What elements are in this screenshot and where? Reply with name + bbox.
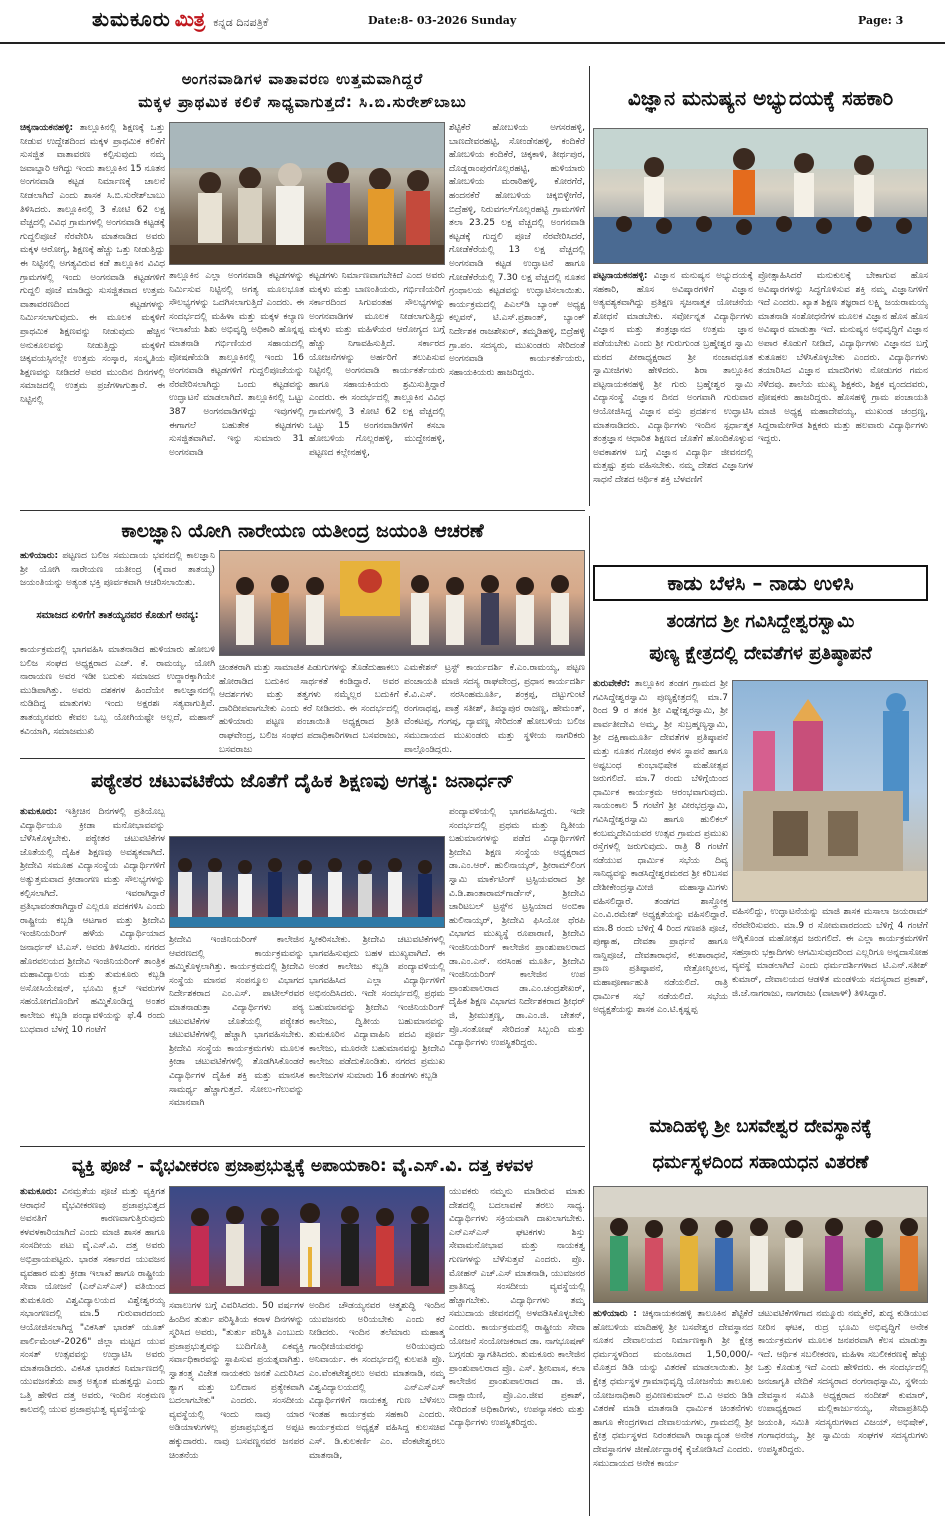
article7-headline: ವ್ಯಕ್ತಿ ಪೂಜೆ - ವೈಭವೀಕರಣ ಪ್ರಜಾಪ್ರಭುತ್ವಕ್ಕೆ ಅಪಾಯಕಾರಿ: ವೈ.ಎಸ್.ವಿ. ದತ್ತ ಕಳವಳ xyxy=(71,1156,534,1176)
article4-col1 xyxy=(593,678,728,1098)
article1-col2: ತಾಲ್ಲೂಕಿನ ಎಲ್ಲಾ ಅಂಗನವಾಡಿ ಕಟ್ಟಡಗಳನ್ನು ನಿರ್ಮಿಸುವ ನಿಟ್ಟಿನಲ್ಲಿ ಅಗತ್ಯ ಮೂಲಭೂತ ಸೌಲಭ್ಯಗಳನ್ನು ಒದಗಿಸಲಾಗುತ್ತಿದೆ ಎಂದರು. ಈ ಸಂದರ್ಭದಲ್ಲಿ ಮಹಿಳಾ ಮತ್ತು ಮಕ್ಕಳ ಕಲ್ಯಾಣ ಇಲಾಖೆಯ ಶಿಶು ಅಭಿವೃದ್ಧಿ ಅಧಿಕಾರಿ ಹೊನ್ನಪ್ಪ ಮಾತನಾಡಿ ಗರ್ಭಿಣಿಯರ ಸಹಾಯದಲ್ಲಿ ಪೋಷಣೆಯಡಿ ತಾಲ್ಲೂಕಿನಲ್ಲಿ ಇಂದು 16 ಅಂಗನವಾಡಿ ಕಟ್ಟಡಗಳಿಗೆ ಗುದ್ದಲಿಪೂಜೆಯನ್ನು ನೆರವೇರಿಸಲಾಗಿದ್ದು ಒಂದು ಕಟ್ಟಡವನ್ನು ಉದ್ಘಾಟನೆ ಮಾಡಲಾಗಿದೆ. ತಾಲ್ಲೂಕಿನಲ್ಲಿ ಒಟ್ಟು 387 ಅಂಗನವಾಡಿಗಳಿದ್ದು ಇವುಗಳಲ್ಲಿ ಈಗಾಗಲೆ ಬಹುತೇಕ ಕಟ್ಟಡಗಳು ಸುಸಜ್ಜಿತವಾಗಿವೆ. ಇನ್ನು ಸುಮಾರು 31 ಅಂಗನವಾಡಿ xyxy=(169,271,304,458)
article3-col3: ಎಮಕೇಶನ್ ಟ್ರಸ್ಟ್ ಕಾರ್ಯದರ್ಶಿ ಕೆ.ಎಂ.ರಾಮಯ್ಯ, ಪಟ್ಟಣ ಪಂಚಾಯತಿ ಮಾಜಿ ಸದಸ್ಯ ರಾಘವೇಂದ್ರ, ಪ್ರಧಾನ ಕಾರ್ಯದರ್ಶಿ ಕೆ.ವಿ.ಎಸ್. ನರಸಿಂಹಮೂರ್ತಿ, ಶಂಕ್ರಪ್ಪ, ದಟ್ಟುಗುಂಟೆ ರಂಗನಾಥಪ್ಪ, ಪಾತ್ರೆ ಸತೀಶ್, ತಿಮ್ಮಾಪುರ ರಾಜಣ್ಣ, ಹೇಮಂತ್, ವೆಂಕಟಪ್ಪ, ಗಂಗಪ್ಪ, ದ್ಯಾವಣ್ಣ ಸೇರಿದಂತೆ ಹೋಬಳಿಯ ಬಲಿಜ ಸಮುದಾಯದ ಮುಖಂಡರು ಮತ್ತು ಸ್ಥಳೀಯ ನಾಗರಿಕರು ಪಾಲ್ಗೊಂಡಿದ್ದರು. xyxy=(404,663,585,754)
page-number: Page: 3 xyxy=(858,14,904,27)
article7-col4: ಯುವಕರು ನಮ್ಮನು ಮಾಡಿರುವ ಮಾತು ದೇಶದಲ್ಲಿ ಬದಲಾವಣೆ ತರಲು ಸಾಧ್ಯ. ವಿದ್ಯಾರ್ಥಿಗಳು ಸಕ್ರಿಯವಾಗಿ ದಾಖಲಾಗಬೇಕು. ಎನ್‌ಎಸ್‌ಎಸ್ ಘಟಕಗಳು ಶಿಸ್ತು ಸೇವಾಮನೋಭಾವ ಮತ್ತು ನಾಯಕತ್ವ ಗುಣಗಳನ್ನು ಬೆಳೆಸುತ್ತವೆ ಎಂದರು. ಪ್ರೊ. ಮೋಹನ್ ಎಚ್.ಎಸ್ ಮಾತನಾಡಿ, ಯುವಜನರ ಪ್ರಾತಿನಿಧ್ಯ ಸಂಸದೀಯ ವ್ಯವಸ್ಥೆಯಲ್ಲಿ ಹೆಚ್ಚಾಗಬೇಕು. ವಿದ್ಯಾರ್ಥಿಗಳು ತಮ್ಮ ಸಮುದಾಯ ಜೀವನದಲ್ಲಿ ಅಳವಡಿಸಿಕೊಳ್ಳಬೇಕು ಎಂದರು. ಕಾರ್ಯಕ್ರಮದಲ್ಲಿ ರಾಷ್ಟ್ರೀಯ ಸೇವಾ ಯೋಜನೆ ಸಂಯೋಜಕರಾದ ಡಾ. ನಾಗಭೂಷಣ್ ಬಗ್ಗನಡು ಸ್ವಾಗತಿಸಿದರು. ತುಮಕೂರು ಕಾಲೇಜಿನ ಪ್ರಾಂಶುಪಾಲರಾದ ಪ್ರೊ. ಎಸ್. ಶ್ರೀನಿವಾಸ, ಕಲಾ ಕಾಲೇಜಿನ ಪ್ರಾಂಶುಪಾಲರಾದ ಡಾ. ಜಿ. ದಾಕ್ಷಾಯಿಣಿ, ಪ್ರೊ.ಎಂ.ಜೀವ ಪ್ರಕಾಶ್, ಸೇರಿದಂತೆ ಅಧಿಕಾರಿಗಳು, ಉಪನ್ಯಾಸಕರು ಮತ್ತು ವಿದ್ಯಾರ್ಥಿಗಳು ಉಪಸ್ಥಿತರಿದ್ದರು. xyxy=(449,1187,585,1429)
article1-col3: ಕಟ್ಟಡಗಳು ನಿರ್ಮಾಣವಾಗಬೇಕಿದೆ ಎಂದ ಅವರು ಮಕ್ಕಳು ಮತ್ತು ಬಾಣಂತಿಯರು, ಗರ್ಭಿಣಿಯರಿಗೆ ಸರ್ಕಾರದಿಂದ ಸಿಗುವಂತಹ ಸೌಲಭ್ಯಗಳನ್ನು ಅಂಗನವಾಡಿಗಳ ಮೂಲಕ ನೀಡಲಾಗುತ್ತಿದ್ದು ಮಕ್ಕಳು ಮತ್ತು ಮಹಿಳೆಯರ ಆರೋಗ್ಯದ ಬಗ್ಗೆ ಹೆಚ್ಚು ನಿಗಾವಹಿಸುತ್ತಿದೆ. ಸರ್ಕಾರದ ಯೋಜನೆಗಳನ್ನು ಅರ್ಹರಿಗೆ ತಲುಪಿಸುವ ನಿಟ್ಟಿನಲ್ಲಿ ಅಂಗನವಾಡಿ ಕಾರ್ಯಕರ್ತೆಯರು ಹಾಗೂ ಸಹಾಯಕಿಯರು ಶ್ರಮಿಸುತ್ತಿದ್ದಾರೆ ಎಂದರು. ಈ ಸಂದರ್ಭದಲ್ಲಿ ತಾಲ್ಲೂಕಿನ ವಿವಿಧ ಗ್ರಾಮಗಳಲ್ಲಿ 3 ಕೋಟಿ 62 ಲಕ್ಷ ವೆಚ್ಚದಲ್ಲಿ ಒಟ್ಟು 15 ಅಂಗನವಾಡಿಗಳಿಗೆ ಕಸಬಾ ಹೋಬಳಿಯ ಗೊಲ್ಲರಹಳ್ಳಿ, ಮುದ್ದೇನಹಳ್ಳಿ, ಪಟ್ಟಣದ ಕಲ್ಲೇನಹಳ್ಳಿ, xyxy=(309,271,445,458)
article5-col2: ಶ್ರೀದೇವಿ ಇಂಜಿನಿಯರಿಂಗ್ ಕಾಲೇಜಿನ ಆವರಣದಲ್ಲಿ ಕಾರ್ಯಕ್ರಮವನ್ನು ಹಮ್ಮಿಕೊಳ್ಳಲಾಗಿತ್ತು. ಕಾರ್ಯಕ್ರಮದಲ್ಲಿ ಶ್ರೀದೇವಿ ಸಂಸ್ಥೆಯ ಮಾನವ ಸಂಪನ್ಮೂಲ ವಿಭಾಗದ ನಿರ್ದೇಶಕರಾದ ಎಂ.ಎಸ್. ಪಾಟೀಲ್‌ರವರ ಮಾತನಾಡುತ್ತಾ ವಿದ್ಯಾರ್ಥಿಗಳು ಪಠ್ಯ ಚಟುವಟಿಕೆಗಳ ಜೊತೆಯಲ್ಲಿ ಪಠ್ಯೇತರ ಚಟುವಟಿಕೆಗಳಲ್ಲಿ ಹೆಚ್ಚಾಗಿ ಭಾಗವಹಿಸಬೇಕು. ಶ್ರೀದೇವಿ ಸಂಸ್ಥೆಯ ಕಾರ್ಯಕ್ರಮಗಳು ಮೂಲಕ ಕ್ರೀಡಾ ಚಟುವಟಿಕೆಗಳಲ್ಲಿ ತೊಡಗಿಸಿಕೊಂಡರೆ ವಿದ್ಯಾರ್ಥಿಗಳ ದೈಹಿಕ ಶಕ್ತಿ ಮತ್ತು ಮಾನಸಿಕ ಸಾಮರ್ಥ್ಯ ಹೆಚ್ಚಾಗುತ್ತದೆ. ಸೋಲು-ಗೆಲುವನ್ನು ಸಮಾನವಾಗಿ xyxy=(169,935,304,1109)
article6-col1 xyxy=(593,1308,753,1516)
temple-image xyxy=(733,681,928,902)
article3-headline: ಕಾಲಜ್ಞಾನಿ ಯೋಗಿ ನಾರೇಯಣ ಯತೀಂದ್ರ ಜಯಂತಿ ಆಚರಣೆ xyxy=(121,520,484,542)
article4-headline-line1: ತಂಡಗದ ಶ್ರೀ ಗವಿಸಿದ್ದೇಶ್ವರಸ್ವಾಮಿ xyxy=(666,611,855,632)
article3-col1-text: ಪಟ್ಟಣದ ಬಲಿಜ ಸಮುದಾಯ ಭವನದಲ್ಲಿ ಕಾಲಜ್ಞಾನಿ ಶ್ರೀ ಯೋಗಿ ನಾರೇಯಣ ಯತೀಂದ್ರ (ಕೈವಾರ ತಾತಯ್ಯ) ಜಯಂತಿಯನ್ನು ಅತ್ಯಂತ ಭಕ್ತಿ ಪೂರ್ವಕವಾಗಿ ಆಚರಿಸಲಾಯಿತು. xyxy=(20,551,215,589)
article7-col3: ಅಂದಿನ ಚೌಡಯ್ಯನವರ ಆತ್ಮಶುದ್ಧಿ ಇಂದಿನ ಯುವಜನರು ಅರಿಯಬೇಕು ಎಂದು ಕರೆ ನೀಡಿದರು. ಇಂದಿನ ತಲೆಮಾರು ಮಹಾತ್ಮ ಗಾಂಧೀಜಿಯವರನ್ನು ಅರಿಯುವುದು ಅನಿವಾರ್ಯ. ಈ ಸಂದರ್ಭದಲ್ಲಿ ಕುಲಪತಿ ಪ್ರೊ. ಎಂ.ವೆಂಕಟೇಶ್ವರಲು ಅವರು ಮಾತನಾಡಿ, ನಮ್ಮ ವಿಶ್ವವಿದ್ಯಾಲಯದಲ್ಲಿ ಎನ್‌ಎಸ್‌ಎಸ್ ವಿದ್ಯಾರ್ಥಿಗಳಿಗೆ ನಾಯಕತ್ವ ಗುಣ ಬೆಳೆಸಲು ಇಂತಹ ಕಾರ್ಯಕ್ರಮ ಸಹಕಾರಿ ಎಂದರು. ಕಾರ್ಯಕ್ರಮದ ಅಧ್ಯಕ್ಷತೆ ವಹಿಸಿದ್ದ ಕುಲಸಚಿವ ಎಸ್. ಡಿ.ಕುಲಕರ್ಣಿ ಎಂ. ವೆಂಕಟೇಶ್ವರಲು ಮಾತನಾಡಿ, xyxy=(309,1301,445,1461)
article3-subhead: ಸಮಾಜದ ಏಳಿಗೆಗೆ ತಾತಯ್ಯನವರ ಕೊಡುಗೆ ಅನನ್ಯ: xyxy=(36,610,199,621)
article6-photo xyxy=(593,1186,928,1303)
column-divider xyxy=(589,66,590,506)
masthead xyxy=(0,0,945,44)
article6-dateline: ಹುಳಿಯಾರು : xyxy=(593,1309,637,1319)
article1-col4: ಶೆಟ್ಟಿಕೆರೆ ಹೋಬಳಿಯ ಅಗಸರಹಳ್ಳಿ, ಬಾಣದೇವರಹಟ್ಟಿ, ಸೋಂಡೆನಹಳ್ಳಿ, ಕಂದಿಕೆರೆ ಹೋಬಳಿಯ ಕಂದಿಕೆರೆ, ಚಿಕ್ಕಕಾಳಿ, ತೀರ್ಥಪುರ, ದೊಡ್ಡರಾಂಪುರಗೊಲ್ಲರಹಟ್ಟಿ, ಹುಳಿಯಾರು ಹೋಬಳಿಯ ಮರಾಠಿಹಳ್ಳಿ, ಕೋರಗೆರೆ, ಹಂದನಕೆರೆ ಹೋಬಳಿಯ ಚಿಕ್ಕಬಿಳ್ಳೇಗೆರೆ, ಬಿದ್ರೆಹಳ್ಳಿ, ನಿರುವಗಲ್‌ಗೊಲ್ಲರಹಟ್ಟಿ ಗ್ರಾಮಗಳಿಗೆ ತಲಾ 23.25 ಲಕ್ಷ ವೆಚ್ಚದಲ್ಲಿ ಅಂಗನವಾಡಿ ಕಟ್ಟಡಕ್ಕೆ ಗುದ್ದಲಿ ಪೂಜೆ ನೆರವೇರಿಸಿದರೆ, ಗೋಡೆಕೆರೆಯಲ್ಲಿ 13 ಲಕ್ಷ ವೆಚ್ಚದಲ್ಲಿ ಅಂಗನವಾಡಿ ಕಟ್ಟಡ ಉದ್ಘಾಟನೆ ಹಾಗೂ ಗೋಡೆಕೆರೆಯಲ್ಲಿ 7.30 ಲಕ್ಷ ವೆಚ್ಚದಲ್ಲಿ ನೂತನ ಗ್ರಂಥಾಲಯ ಕಟ್ಟಡವನ್ನು ಉದ್ಘಾಟಿಸಲಾಯಿತು. ಕಾರ್ಯಕ್ರಮದಲ್ಲಿ ಪಿಎಲ್‌ಡಿ ಬ್ಯಾಂಕ್ ಅಧ್ಯಕ್ಷ ಕಲ್ಪವನ್, ಟಿ.ಎಸ್.ಪ್ರಶಾಂತ್, ಬ್ಯಾಂಕ್ ನಿರ್ದೇಶಕ ರಾಜಶೇಖರ್, ತಮ್ಮಡಿಹಳ್ಳಿ, ಬಿದ್ರೆಹಳ್ಳಿ ಗ್ರಾ.ಪಂ. ಸದಸ್ಯರು, ಮುಖಂಡರು ಸೇರಿದಂತೆ ಅಂಗನವಾಡಿ ಕಾರ್ಯಕರ್ತೆಯರು, ಸಹಾಯಕಿಯರು ಹಾಜರಿದ್ದರು. xyxy=(449,123,585,378)
article7-dateline: ತುಮಕೂರು: xyxy=(20,1187,58,1197)
lamp-lighting-image xyxy=(170,1187,445,1294)
article7-col1 xyxy=(20,1186,165,1516)
article1-headline-line1: ಅಂಗನವಾಡಿಗಳ ವಾತಾವರಣ ಉತ್ತಮವಾಗಿದ್ದರೆ xyxy=(181,70,424,88)
article2-photo xyxy=(593,128,928,264)
kabaddi-team-image xyxy=(170,837,445,928)
section-divider-2 xyxy=(20,758,585,759)
article3-col1 xyxy=(20,550,215,608)
article1-dateline: ಚಿಕ್ಕನಾಯಕನಹಳ್ಳಿ: xyxy=(20,123,74,133)
article1-col1-text: ತಾಲ್ಲೂಕಿನಲ್ಲಿ ಶಿಕ್ಷಣಕ್ಕೆ ಒತ್ತು ನೀಡುವ ಉದ್ದೇಶದಿಂದ ಮಕ್ಕಳ ಪ್ರಾಥಮಿಕ ಕಲಿಕೆಗೆ ಸುಸಜ್ಜಿತ ವಾತಾವರಣ ಕಲ್ಪಿಸುವುದು ನಮ್ಮ ಜವಾಬ್ದಾರಿ ಆಗಿದ್ದು ಇಂದು ತಾಲ್ಲೂಕಿನ 15 ನೂತನ ಅಂಗನವಾಡಿ ಕಟ್ಟಡ ನಿರ್ಮಾಣಕ್ಕೆ ಚಾಲನೆ ನೀಡಲಾಗಿದೆ ಎಂದು ಶಾಸಕ ಸಿ.ಬಿ.ಸುರೇಶ್‌ಬಾಬು ತಿಳಿಸಿದರು. ತಾಲ್ಲೂಕಿನಲ್ಲಿ 3 ಕೋಟಿ 62 ಲಕ್ಷ ವೆಚ್ಚದಲ್ಲಿ ವಿವಿಧ ಗ್ರಾಮಗಳಲ್ಲಿ ಅಂಗನವಾಡಿ ಕಟ್ಟಡಕ್ಕೆ ಗುದ್ದಲಿಪೂಜೆ ನೆರವೇರಿಸಿ ಮಾತನಾಡಿದ ಅವರು ಮಕ್ಕಳ ಆರೋಗ್ಯ, ಶಿಕ್ಷಣಕ್ಕೆ ಹೆಚ್ಚು ಒತ್ತು ನೀಡುತ್ತಿದ್ದು ಈ ನಿಟ್ಟಿನಲ್ಲಿ ಅಗತ್ಯವಿರುವ ಕಡೆ ತಾಲ್ಲೂಕಿನ ವಿವಿಧ ಗ್ರಾಮಗಳಲ್ಲಿ ಇಂದು ಅಂಗನವಾಡಿ ಕಟ್ಟಡಗಳಿಗೆ ಗುದ್ದಲಿ ಪೂಜೆ ಮಾಡಿದ್ದು ಸುಸಜ್ಜಿತವಾದ ಉತ್ತಮ ವಾತಾವರಣದಿಂದ ಕಟ್ಟಡಗಳನ್ನು ನಿರ್ಮಿಸಲಾಗುವುದು. ಈ ಮೂಲಕ ಮಕ್ಕಳಿಗೆ ಪ್ರಾಥಮಿಕ ಶಿಕ್ಷಣವನ್ನು ನೀಡುವುದು ಹೆಚ್ಚಿನ ಅನುಕೂಲವನ್ನು ನೀಡುತ್ತಿದ್ದು ಮಕ್ಕಳಿಗೆ ಚಿಕ್ಕವಯಸ್ಸಿನಲ್ಲೇ ಉತ್ತಮ ಸಂಸ್ಕಾರ, ಸಂಸ್ಕೃತಿಯ ಶಿಕ್ಷಣವನ್ನು ನೀಡಿದರೆ ಅವರ ಮುಂದಿನ ದಿನಗಳಲ್ಲಿ ಸಮಾಜದಲ್ಲಿ ಉತ್ತಮ ಪ್ರಜೆಗಳಾಗುತ್ತಾರೆ. ಈ ನಿಟ್ಟಿನಲ್ಲಿ xyxy=(20,123,165,405)
article2-col2: ಪ್ರೋತ್ಸಾಹಿಸಿದರೆ ಮನುಕುಲಕ್ಕೆ ಬೇಕಾಗುವ ಹೊಸ ಅವಿಷ್ಕಾರಗಳನ್ನು ಸಿದ್ಧಗೊಳಿಸುವ ಶಕ್ತಿ ನಮ್ಮ ವಿಜ್ಞಾನಿಗಳಿಗೆ ಇದೆ ಎಂದರು. ಖ್ಯಾತ ಶಿಕ್ಷಣ ತಜ್ಞರಾದ ಲಕ್ಷ್ಮಿ ಜಯರಾಮಯ್ಯ ಮಾತನಾಡಿ ಸಂಶೋಧನೆಗಳ ಮೂಲಕ ವಿಜ್ಞಾನ ಹೊಸ ಹೊಸ ಅವಿಷ್ಕಾರ ಮಾಡುತ್ತಾ ಇದೆ. ಮನುಷ್ಯನ ಅಭಿವೃದ್ಧಿಗೆ ವಿಜ್ಞಾನ ಅಪಾರ ಕೊಡುಗೆ ನೀಡಿದೆ, ವಿದ್ಯಾರ್ಥಿಗಳು ವಿಜ್ಞಾನದ ಬಗ್ಗೆ ಕುತೂಹಲ ಬೆಳೆಸಿಕೊಳ್ಳಬೇಕು ಎಂದರು. ವಿದ್ಯಾರ್ಥಿಗಳು ತಯಾರಿಸಿದ ವಿಜ್ಞಾನ ಮಾದರಿಗಳು ನೋಡುಗರ ಗಮನ ಸೆಳೆದವು. ಶಾಲೆಯ ಮುಖ್ಯ ಶಿಕ್ಷಕರು, ಶಿಕ್ಷಕ ವೃಂದದವರು, ಪೋಷಕರು ಹಾಜರಿದ್ದರು. ಹೊಸಹಳ್ಳಿ ಗ್ರಾಮ ಪಂಚಾಯತಿ ಮಾಜಿ ಅಧ್ಯಕ್ಷ ಮಹಾದೇವಯ್ಯ, ಮುಖಂಡ ಚಂದ್ರಣ್ಣ, ಸಿದ್ದರಾಮೇಗೌಡ ಶಿಕ್ಷಕರು ಮತ್ತು ಹಲವಾರು ವಿದ್ಯಾರ್ಥಿಗಳು ಇದ್ದರು. xyxy=(758,271,928,445)
article2-col1 xyxy=(593,270,753,554)
article5-headline: ಪಠ್ಯೇತರ ಚಟುವಟಿಕೆಯ ಜೊತೆಗೆ ದೈಹಿಕ ಶಿಕ್ಷಣವು ಅಗತ್ಯ: ಜನಾರ್ಧನ್ xyxy=(91,770,514,792)
section-divider-3 xyxy=(20,1146,585,1147)
article2-col1-text: ವಿಜ್ಞಾನ ಮನುಷ್ಯನ ಅಭ್ಯುದಯಕ್ಕೆ ಸಹಕಾರಿ, ಹೊಸ ಅವಿಷ್ಕಾರಗಳಿಗೆ ವಿಜ್ಞಾನ ಅತ್ಯವಶ್ಯಕವಾಗಿದ್ದು ಪ್ರತಿಕ್ಷಣ ಸೃಜನಾತ್ಮಕ ಯೋಚನೆಯ ಶೋಧನೆ ಮಾಡಬೇಕು. ಸರ್ವೋನ್ನತ ವಿದ್ಯಾರ್ಥಿಗಳು ವಿಜ್ಞಾನ ಮತ್ತು ತಂತ್ರಜ್ಞಾನದ ಉತ್ತಮ ಜ್ಞಾನ ಪಡೆಯಬೇಕು ಎಂದು ಶ್ರೀ ಗುರುಗುಂಡ ಬ್ರಹ್ಮೇಶ್ವರ ಸ್ವಾಮಿ ಮಠದ ಪೀಠಾಧ್ಯಕ್ಷರಾದ ಶ್ರೀ ನಂಜಾವಧೂತ ಸ್ವಾಮೀಜಿಗಳು ಹೇಳಿದರು. ಶಿರಾ ತಾಲ್ಲೂಕಿನ ಪಟ್ಟನಾಯಕನಹಳ್ಳಿ ಶ್ರೀ ಗುರು ಬ್ರಹ್ಮೇಶ್ವರ ಸ್ವಾಮಿ ವಿದ್ಯಾಸಂಸ್ಥೆ ವಿಜ್ಞಾನ ದಿನದ ಅಂಗವಾಗಿ ಗುರುವಾರ ಆಯೋಜಿಸಿದ್ದ ವಿಜ್ಞಾನ ವಸ್ತು ಪ್ರದರ್ಶನ ಉದ್ಘಾಟಿಸಿ ಮಾತನಾಡಿದರು. ವಿದ್ಯಾರ್ಥಿಗಳು ಇಂದಿನ ಸ್ಪರ್ಧಾತ್ಮಕ ತಂತ್ರಜ್ಞಾನ ಆಧಾರಿತ ಶಿಕ್ಷಣದ ಜೊತೆಗೆ ಹೊಂದಿಕೊಳ್ಳುವ ಅವಕಾಶಗಳ ಬಗ್ಗೆ ವಿಜ್ಞಾನ ವಿದ್ಯಾರ್ಥಿ ಜೀವನದಲ್ಲಿ ಮತ್ತಷ್ಟು ಶ್ರಮ ವಹಿಸಬೇಕು. ನಮ್ಮ ದೇಶದ ವಿಜ್ಞಾನಿಗಳ ಸಾಧನೆ ದೇಶದ ಆರ್ಥಿಕ ಶಕ್ತಿ ಬೆಳವಣಿಗೆ xyxy=(593,271,753,485)
logo-part2: ಮಿತ್ರ xyxy=(174,7,206,31)
jayanti-celebration-image xyxy=(220,551,585,656)
article4-col2: ವಹಿಸಲಿದ್ದು, ಉದ್ಘಾಟನೆಯನ್ನು ಮಾಜಿ ಶಾಸಕ ಮಸಾಲಾ ಜಯರಾಮ್ ನೆರವೇರಿಸುವರು. ಮಾ.9 ರ ಸೋಮವಾರದಂದು ಬೆಳಿಗ್ಗೆ 4 ಗಂಟೆಗೆ ಅಗ್ನಿಕೊಂಡ ಮಹೋತ್ಸವ ಜರುಗಲಿದೆ. ಈ ಎಲ್ಲಾ ಕಾರ್ಯಕ್ರಮಗಳಿಗೆ ಸಹಸ್ರಾರು ಭಕ್ತಾದಿಗಳು ಆಗಮಿಸುವುದರಿಂದ ಎಲ್ಲರಿಗೂ ಅನ್ನದಾಸೋಹ ವ್ಯವಸ್ಥೆ ಮಾಡಲಾಗಿದೆ ಎಂದು ಧರ್ಮದರ್ಶಿಗಳಾದ ಟಿ.ಎನ್.ಸತೀಶ್ ಕುಮಾರ್, ದೇವಾಲಯದ ಆಡಳಿತ ಮಂಡಳಿಯ ಸದಸ್ಯರಾದ ಪ್ರಕಾಶ್, ಜಿ.ಜೆ.ನಾಗರಾಜು, ನಾಗರಾಜು (ವಾಟಾಳ್) ತಿಳಿಸಿದ್ದಾರೆ. xyxy=(732,907,928,999)
article1-headline-line2: ಮಕ್ಕಳ ಪ್ರಾಥಮಿಕ ಕಲಿಕೆ ಸಾಧ್ಯವಾಗುತ್ತದೆ: ಸಿ.ಬಿ.ಸುರೇಶ್‌ಬಾಬು xyxy=(138,93,467,111)
article5-col1-text: ಇತ್ತೀಚಿನ ದಿನಗಳಲ್ಲಿ ಪ್ರತಿಯೊಬ್ಬ ವಿದ್ಯಾರ್ಥಿಯೂ ಕ್ರೀಡಾ ಮನೋಭಾವವನ್ನು ಬೆಳೆಸಿಕೊಳ್ಳಬೇಕು. ಪಠ್ಯೇತರ ಚಟುವಟಿಕೆಗಳ ಜೊತೆಯಲ್ಲಿ ದೈಹಿಕ ಶಿಕ್ಷಣವು ಅವಶ್ಯಕವಾಗಿದೆ. ಶ್ರೀದೇವಿ ಸಮೂಹ ವಿದ್ಯಾಸಂಸ್ಥೆಯ ವಿದ್ಯಾರ್ಥಿಗಳಿಗೆ ಅತ್ಯುತ್ತಮವಾದ ಕ್ರೀಡಾಂಗಣ ಮತ್ತು ಸೌಲಭ್ಯಗಳನ್ನು ಕಲ್ಪಿಸಲಾಗಿದೆ. ಇವರಾಗಿದ್ದಾರೆ ಪ್ರತಿಭಾವಂತರಾಗಿದ್ದಾರೆ ಎಲ್ಲರೂ ಪದಕಗಳಿಸಿ ಎಂದು ರಾಷ್ಟ್ರೀಯ ಕಬ್ಬಡಿ ಆಟಗಾರ ಮತ್ತು ಶ್ರೀದೇವಿ ಇಂಜಿನಿಯರಿಂಗ್ ಹಳೆಯ ವಿದ್ಯಾರ್ಥಿಯಾದ ಜನಾರ್ಧನ್ ಟಿ.ಎಸ್. ಅವರು ತಿಳಿಸಿದರು. ನಗರದ ಹೊರವಲಯದ ಶ್ರೀದೇವಿ ಇಂಜಿನಿಯರಿಂಗ್ ತಾಂತ್ರಿಕ ಮಹಾವಿದ್ಯಾಲಯ ಮತ್ತು ತುಮಕೂರು ಕಬ್ಬಡಿ ಅಸೋಸಿಯೇಷನ್, ಭೂಮಿ ಕ್ಲಬ್ ಇವರುಗಳ ಸಹಯೋಗದೊಂದಿಗೆ ಹಮ್ಮಿಕೊಂಡಿದ್ದ ಅಂತರ ಕಾಲೇಜು ಕಬ್ಬಡಿ ಪಂದ್ಯಾವಳಿಯನ್ನು ಫೆ.4 ರಂದು ಬುಧವಾರ ಬೆಳಗ್ಗೆ 10 ಗಂಟೆಗೆ xyxy=(20,807,165,1035)
article1-col1 xyxy=(20,122,165,502)
article5-col1 xyxy=(20,806,165,1142)
article6-headline-line1: ಮಾದಿಹಳ್ಳಿ ಶ್ರೀ ಬಸವೇಶ್ವರ ದೇವಸ್ಥಾನಕ್ಕೆ xyxy=(649,1116,872,1137)
article3-dateline: ಹುಳಿಯಾರು: xyxy=(20,551,59,561)
article2-headline: ವಿಜ್ಞಾನ ಮನುಷ್ಯನ ಅಭ್ಯುದಯಕ್ಕೆ ಸಹಕಾರಿ xyxy=(627,86,894,110)
article5-dateline: ತುಮಕೂರು: xyxy=(20,807,58,817)
article4-photo xyxy=(732,680,928,902)
logo-tagline: ಕನ್ನಡ ದಿನಪತ್ರಿಕೆ xyxy=(213,16,269,29)
ground-breaking-ceremony-image xyxy=(170,123,445,265)
column-divider-2 xyxy=(589,516,590,1516)
article3-col1b: ಕಾರ್ಯಕ್ರಮದಲ್ಲಿ ಭಾಗವಹಿಸಿ ಮಾತನಾಡಿದ ಹುಳಿಯಾರು ಹೋಬಳಿ ಬಲಿಜ ಸಂಘದ ಅಧ್ಯಕ್ಷರಾದ ಎಚ್. ಕೆ. ರಾಮಯ್ಯ, ಯೋಗಿ ನಾರಾಯಣ ಅವರ ಇಡೀ ಬದುಕು ಸಮಾಜದ ಉದ್ಧಾರಕ್ಕಾಗಿಯೇ ಮುಡಿಪಾಗಿತ್ತು. ಅವರು ದಶಕಗಳ ಹಿಂದೆಯೇ ಕಾಲಜ್ಞಾನದಲ್ಲಿ ನುಡಿದಿದ್ದ ಮಾತುಗಳು ಇಂದು ಅಕ್ಷರಶಃ ಸತ್ಯವಾಗುತ್ತಿವೆ. ತಾತಯ್ಯನವರು ಕೇವಲ ಒಬ್ಬ ಯೋಗಿಯಷ್ಟೇ ಅಲ್ಲದೆ, ಮಹಾನ್ ಕವಿಯಾಗಿ, ಸಮಾಜಮುಖಿ xyxy=(20,645,215,737)
article6-headline-line2: ಧರ್ಮಸ್ಥಳದಿಂದ ಸಹಾಯಧನ ವಿತರಣೆ xyxy=(652,1152,869,1173)
newspaper-logo xyxy=(92,7,268,35)
issue-date: Date:8- 03-2026 Sunday xyxy=(368,14,517,27)
article7-photo xyxy=(169,1186,445,1294)
logo-part1: ತುಮಕೂರು xyxy=(92,7,171,31)
science-exhibition-image xyxy=(594,129,928,264)
article5-col3: ಸ್ವೀಕರಿಸಬೇಕು. ಶ್ರೀದೇವಿ ಚಟುವಟಿಕೆಗಳಲ್ಲಿ ಭಾಗವಹಿಸುವುದು ಬಹಳ ಮುಖ್ಯವಾಗಿದೆ. ಈ ಅಂತರ ಕಾಲೇಜು ಕಬ್ಬಡಿ ಪಂದ್ಯಾವಳಿಯಲ್ಲಿ ಭಾಗವಹಿಸಿದ ಎಲ್ಲಾ ವಿದ್ಯಾರ್ಥಿಗಳಿಗೆ ಅಭಿನಂದಿಸಿದರು. ಇದೇ ಸಂದರ್ಭದಲ್ಲಿ ಪ್ರಥಮ ಬಹುಮಾನವನ್ನು ಶ್ರೀದೇವಿ ಇಂಜಿನಿಯರಿಂಗ್ ಕಾಲೇಜು, ದ್ವಿತೀಯ ಬಹುಮಾನವನ್ನು ತುಮಕೂರಿನ ವಿದ್ಯಾವಾಹಿನಿ ಪದವಿ ಪೂರ್ವ ಕಾಲೇಜು, ಮೂರನೇ ಬಹುಮಾನವನ್ನು ಶ್ರೀದೇವಿ ಕಾಲೇಜು ಪಡೆದುಕೊಂಡಿತು. ನಗರದ ಪ್ರಮುಖ ಕಾಲೇಜುಗಳ ಸುಮಾರು 16 ತಂಡಗಳು ಕಬ್ಬಡಿ xyxy=(309,935,445,1081)
article5-col4: ಪಂದ್ಯಾವಳಿಯಲ್ಲಿ ಭಾಗವಹಿಸಿದ್ದರು. ಇದೇ ಸಂದರ್ಭದಲ್ಲಿ ಪ್ರಥಮ ಮತ್ತು ದ್ವಿತೀಯ ಬಹುಮಾನಗಳನ್ನು ಪಡೆದ ವಿದ್ಯಾರ್ಥಿಗಳಿಗೆ ಶ್ರೀದೇವಿ ಶಿಕ್ಷಣ ಸಂಸ್ಥೆಯ ಅಧ್ಯಕ್ಷರಾದ ಡಾ.ಎಂ.ಆರ್. ಹುಲಿನಾಯ್ಕರ್, ಶ್ರೀರಾಮ್‌ಲಿಂಗ ಸ್ವಾಮಿ ಮಾರ್ಕೆಟಿಂಗ್ ಟ್ರಸ್ಟಿಯವರಾದ ಶ್ರೀ ವಿ.ಡಿ.ಶಾಂತಾರಾಮ್‌ಗಾರ್ಡೆನ್, ಶ್ರೀದೇವಿ ಚಾರಿಟಬಲ್ ಟ್ರಸ್ಟ್‌ನ ಟ್ರಸ್ಟಿಯಾದ ಅಂಬಿಕಾ ಹುಲಿನಾಯ್ಕರ್, ಶ್ರೀದೇವಿ ಫಿಸಿಯೋ ಥೆರಪಿ ವಿಭಾಗದ ಮುಖ್ಯಸ್ಥೆ ರೂಪಾರಾಣಿ, ಶ್ರೀದೇವಿ ಇಂಜಿನಿಯರಿಂಗ್ ಕಾಲೇಜಿನ ಪ್ರಾಂಶುಪಾಲರಾದ ಡಾ.ಎಂ.ಎನ್. ನರಸಿಂಹ ಮೂರ್ತಿ, ಶ್ರೀದೇವಿ ಇಂಜಿನಿಯರಿಂಗ್ ಕಾಲೇಜಿನ ಉಪ ಪ್ರಾಂಶುಪಾಲರಾದ ಡಾ.ಎಂ.ಚಂದ್ರಶೇಖರ್, ದೈಹಿಕ ಶಿಕ್ಷಣ ವಿಭಾಗದ ನಿರ್ದೇಶಕರಾದ ಶ್ರೀಧರ್ ಜಿ, ಶ್ರೀಮುತ್ತಣ್ಣ, ಡಾ.ಎಂ.ಜಿ. ಚೇತನ್, ಪ್ರೊ.ಸಂತೋಷ್ ಸೇರಿದಂತೆ ಸಿಬ್ಬಂದಿ ಮತ್ತು ವಿದ್ಯಾರ್ಥಿಗಳು ಉಪಸ್ಥಿತರಿದ್ದರು. xyxy=(449,807,585,1049)
article7-col1-text: ವಿನಮ್ರತೆಯ ಪೂಜೆ ಮತ್ತು ವ್ಯಕ್ತಿಗತ ಆರಾಧನೆ ವೈಭವೀಕರಣವು ಪ್ರಜಾಪ್ರಭುತ್ವದ ಅವನತಿಗೆ ಕಾರಣವಾಗುತ್ತಿರುವುದು ಕಳವಳಕಾರಿಯಾಗಿದೆ ಎಂದು ಮಾಜಿ ಶಾಸಕ ಹಾಗೂ ಸಂಸದೀಯ ಪಟು ವೈ.ಎಸ್.ವಿ. ದತ್ತ ಅವರು ಅಭಿಪ್ರಾಯಪಟ್ಟರು. ಭಾರತ ಸರ್ಕಾರದ ಯುವಜನ ವ್ಯವಹಾರ ಮತ್ತು ಕ್ರೀಡಾ ಇಲಾಖೆ ಹಾಗೂ ರಾಷ್ಟ್ರೀಯ ಸೇವಾ ಯೋಜನೆ (ಎನ್‌ಎಸ್‌ಎಸ್) ವತಿಯಿಂದ ತುಮಕೂರು ವಿಶ್ವವಿದ್ಯಾಲಯದ ವಿಶ್ವೇಶ್ವರಯ್ಯ ಸಭಾಂಗಣದಲ್ಲಿ ಮಾ.5 ಗುರುವಾರದಂದು ಆಯೋಜಿಸಲಾಗಿದ್ದ "ವಿಕಸಿತ್ ಭಾರತ್ ಯೂತ್ ಪಾರ್ಲಿಮೆಂಟ್-2026" ಜಿಲ್ಲಾ ಮಟ್ಟದ ಯುವ ಸಂಸತ್ ಉತ್ಸವವನ್ನು ಉದ್ಘಾಟಿಸಿ ಅವರು ಮಾತನಾಡಿದರು. ವಿಕಸಿತ ಭಾರತದ ನಿರ್ಮಾಣದಲ್ಲಿ ಯುವಜನತೆಯ ಪಾತ್ರ ಅತ್ಯಂತ ಮಹತ್ವದ್ದು ಎಂದು ಒತ್ತಿ ಹೇಳಿದ ದತ್ತ ಅವರು, ಇಂದಿನ ಸಂಕ್ರಮಣ ಕಾಲದಲ್ಲಿ ಯುವ ಪ್ರಜಾಪ್ರಭುತ್ವ ವ್ಯವಸ್ಥೆಯನ್ನು xyxy=(20,1187,165,1415)
article1-photo xyxy=(169,122,445,265)
article3-col2: ಚಿಂತಕರಾಗಿ ಮತ್ತು ಸಾಮಾಜಿಕ ಪಿಡುಗುಗಳನ್ನು ತೊಡೆದುಹಾಕಲು ಹೋರಾಡಿದ ಬದುಕಿನ ಸಾರ್ಥಕತೆ ಕಂಡಿದ್ದಾರೆ. ಅವರ ಆದರ್ಶಗಳು ಮತ್ತು ತತ್ವಗಳು ನಮ್ಮೆಲ್ಲರ ಬದುಕಿಗೆ ದಾರಿದೀಪವಾಗಬೇಕು ಎಂದು ಕರೆ ನೀಡಿದರು. ಈ ಸಂದರ್ಭದಲ್ಲಿ ಹುಳಿಯಾರು ಪಟ್ಟಣ ಪಂಚಾಯಿತಿ ಅಧ್ಯಕ್ಷರಾದ ಶ್ರೀತಿ ರಾಘವೇಂದ್ರ, ಬಲಿಜ ಸಂಘದ ಪದಾಧಿಕಾರಿಗಳಾದ ಬಸವರಾಜು, ಬಸವರಾಜು xyxy=(219,663,399,754)
article5-photo xyxy=(169,836,445,928)
article7-col2: ಸವಾಲುಗಳ ಬಗ್ಗೆ ವಿವರಿಸಿದರು. 50 ವರ್ಷಗಳ ಹಿಂದಿನ ತುರ್ತು ಪರಿಸ್ಥಿತಿಯ ಕರಾಳ ದಿನಗಳನ್ನು ಸ್ಮರಿಸಿದ ಅವರು, "ತುರ್ತು ಪರಿಸ್ಥಿತಿ ಎಂಬುದು ಪ್ರಜಾಪ್ರಭುತ್ವವನ್ನು ಬುದಿಗೊತ್ತಿ ಏಕವ್ಯಕ್ತಿ ಸರ್ವಾಧಿಕಾರವನ್ನು ಸ್ಥಾಪಿಸುವ ಪ್ರಯತ್ನವಾಗಿತ್ತು. ಸ್ವಾತಂತ್ರ್ಯ ವಿಜೇತ ನಾಯಕರು ಜನತೆ ಎದುರಿಸಿದ ತ್ಯಾಗ ಮತ್ತು ಬಲಿದಾನ ಪ್ರತ್ಯೇಕವಾಗಿ ಬದಲಾಗಬೇಕು" ಎಂದರು. ಸಂಸದೀಯ ವ್ಯವಸ್ಥೆಯಲ್ಲಿ ಇಂದು ನಾವು ಯಾರ ಅಡಿಯಾಳುಗಳಲ್ಲ ಪ್ರಜಾಪ್ರಭುತ್ವದ ಅಪ್ಪಟ ಹಕ್ಕುದಾರರು. ನಾವು ಬಸವಣ್ಣನವರ ಜನಪರ ಚಿಂತನೆಯ xyxy=(169,1301,304,1461)
donation-handover-image xyxy=(594,1187,928,1303)
section-divider xyxy=(20,510,585,511)
article3-photo xyxy=(219,550,585,656)
article4-banner: ಕಾಡು ಬೆಳಸಿ – ನಾಡು ಉಳಿಸಿ xyxy=(593,565,928,601)
article2-dateline: ಪಟ್ಟನಾಯಕನಹಳ್ಳಿ: xyxy=(593,271,648,281)
article6-col1-text: ಚಿಕ್ಕನಾಯಕನಹಳ್ಳಿ ತಾಲೂಕಿನ ಶೆಟ್ಟಿಕೆರೆ ಹೋಬಳಿಯ ಮಾದಿಹಳ್ಳಿ ಶ್ರೀ ಬಸವೇಶ್ವರ ದೇವಸ್ಥಾನದ ನೂತನ ದೇವಾಲಯದ ನಿರ್ಮಾಣಕ್ಕಾಗಿ ಶ್ರೀ ಕ್ಷೇತ್ರ ಧರ್ಮಸ್ಥಳದಿಂದ ಮಂಜೂರಾದ 1,50,000/- ಮೊತ್ತದ ಡಿಡಿ ಯನ್ನು ವಿತರಣೆ ಮಾಡಲಾಯಿತು. ಶ್ರೀ ಕ್ಷೇತ್ರ ಧರ್ಮಸ್ಥಳ ಗ್ರಾಮಾಭಿವೃದ್ಧಿ ಯೋಜನೆಯ ತಾಲೂಕು ಯೋಜನಾಧಿಕಾರಿ ಪ್ರವೀಣಕುಮಾರ್ ಬಿ.ವಿ ಅವರು ಡಿಡಿ ವಿತರಣೆ ಮಾಡಿ ಮಾತನಾಡಿ ಧಾರ್ಮಿಕ ಚಿಂತನೆಗಳು ಹಾಗೂ ಕೇಂದ್ರಗಳಾದ ದೇವಾಲಯಗಳು, ಗ್ರಾಮದಲ್ಲಿ ಶ್ರೀ ಕ್ಷೇತ್ರ ಧರ್ಮಸ್ಥಳದ ನಿರಂತರವಾಗಿ ರಾಜ್ಯಾದ್ಯಂತ ಅನೇಕ ದೇವಸ್ಥಾನಗಳ ಜೀರ್ಣೋದ್ಧಾರಕ್ಕೆ ಕೈಜೋಡಿಸಿದೆ ಎಂದರು. ಸಮುದಾಯದ ಅನೇಕ ಕಾರ್ಯ xyxy=(593,1309,753,1469)
article4-headline-line2: ಪುಣ್ಯ ಕ್ಷೇತ್ರದಲ್ಲಿ ದೇವತೆಗಳ ಪ್ರತಿಷ್ಠಾಪನೆ xyxy=(649,643,872,664)
article6-col2: ಚಟುವಟಿಕೆಗಳಿಗಾದ ನಮ್ಮೂರು ನಮ್ಮಕೆರೆ, ಶುದ್ಧ ಕುಡಿಯುವ ನೀರಿನ ಘಟಕ, ರುದ್ರ ಭೂಮಿ ಅಭಿವೃದ್ಧಿಗೆ ಅನೇಕ ಕಾರ್ಯಕ್ರಮಗಳ ಮೂಲಕ ಜನಪರವಾಗಿ ಕೆಲಸ ಮಾಡುತ್ತಾ ಇದೆ. ಆರ್ಥಿಕ ಸಬಲೀಕರಣ, ಮಹಿಳಾ ಸಬಲೀಕರಣಕ್ಕೆ ಹೆಚ್ಚು ಒತ್ತು ಕೊಡುತ್ತ ಇದೆ ಎಂದು ಹೇಳಿದರು. ಈ ಸಂದರ್ಭದಲ್ಲಿ ಜನಜಾಗೃತಿ ವೇದಿಕೆ ಸದಸ್ಯರಾದ ರಂಗನಾಥಸ್ವಾಮಿ, ಸ್ಥಳೀಯ ದೇವಸ್ಥಾನ ಸಮಿತಿ ಅಧ್ಯಕ್ಷರಾದ ನಂದೀಶ್ ಕುಮಾರ್, ಉಪಾಧ್ಯಕ್ಷರಾದ ಮಲ್ಲಿಕಾರ್ಜುನಯ್ಯ, ಸೇವಾಪ್ರತಿನಿಧಿ ಜಯಂತಿ, ಸಮಿತಿ ಸದಸ್ಯರುಗಳಾದ ವಿಜಯ್, ಅಭಿಷೇಕ್, ಗಂಗಾಧರಯ್ಯ, ಶ್ರೀ ಸ್ವಾಮಿಯ ಸಂಘಗಳ ಸದಸ್ಯರುಗಳು ಉಪಸ್ಥಿತರಿದ್ದರು. xyxy=(758,1309,928,1455)
article4-dateline: ತುರುವೇಕೆರೆ: xyxy=(593,679,631,689)
article4-col1-text: ತಾಲ್ಲೂಕಿನ ತಂಡಗ ಗ್ರಾಮದ ಶ್ರೀ ಗವಿಸಿದ್ದೇಶ್ವರಸ್ವಾಮಿ ಪುಣ್ಯಕ್ಷೇತ್ರದಲ್ಲಿ ಮಾ.7 ರಿಂದ 9 ರ ತನಕ ಶ್ರೀ ವಿಘ್ನೇಶ್ವರಸ್ವಾಮಿ, ಶ್ರೀ ಪಾರ್ವತೀದೇವಿ ಅಮ್ಮ, ಶ್ರೀ ಸುಬ್ರಹ್ಮಣ್ಯಸ್ವಾಮಿ, ಶ್ರೀ ದಕ್ಷಿಣಾಮೂರ್ತಿ ದೇವತೆಗಳ ಪ್ರತಿಷ್ಠಾಪನೆ ಮತ್ತು ನೂತನ ಗೋಪುರ ಕಳಸ ಸ್ಥಾಪನೆ ಹಾಗೂ ಅಷ್ಟಬಂಧ ಕುಂಭಾಭಿಷೇಕ ಮಹೋತ್ಸವ ಜರುಗಲಿದೆ. ಮಾ.7 ರಂದು ಬೆಳಿಗ್ಗೆಯಿಂದ ಧಾರ್ಮಿಕ ಕಾರ್ಯಕ್ರಮ ಆರಂಭವಾಗುವುದು. ಸಾಯಂಕಾಲ 5 ಗಂಟೆಗೆ ಶ್ರೀ ವೀರಭದ್ರಸ್ವಾಮಿ, ಗವಿಸಿದ್ದೇಶ್ವರಸ್ವಾಮಿ ಹಾಗೂ ಹುಲಿಕಲ್ ಕಂಬಮ್ಮದೇವಿಯವರ ಉತ್ಸವ ಗ್ರಾಮದ ಪ್ರಮುಖ ರಸ್ತೆಗಳಲ್ಲಿ ಜರುಗುವುದು. ರಾತ್ರಿ 8 ಗಂಟೆಗೆ ನಡೆಯುವ ಧಾರ್ಮಿಕ ಸಭೆಯ ದಿವ್ಯ ಸಾನಿಧ್ಯವನ್ನು ಕಾಡಸಿದ್ದೇಶ್ವರಮಠದ ಶ್ರೀ ಕರಿಬಸವ ದೇಶೀಕೇಂದ್ರಸ್ವಾಮೀಜಿ ಮಹಾಸ್ವಾಮಿಗಳು ವಹಿಸಲಿದ್ದಾರೆ. ತಂಡಗದ ಶಾಸ್ತ್ರೋಕ್ತ ಎಂ.ವಿ.ರಮೇಶ್ ಅಧ್ಯಕ್ಷತೆಯನ್ನು ವಹಿಸಲಿದ್ದಾರೆ. ಮಾ.8 ರಂದು ಬೆಳಿಗ್ಗೆ 4 ರಿಂದ ಗಣಪತಿ ಪೂಜೆ, ಪುಣ್ಯಾಹ, ದೇವತಾ ಪ್ರಾರ್ಥನೆ ಹಾಗೂ ನಾನ್ದಿಪೂಜೆ, ದೇವತಾರಾಧನೆ, ಕಲಶಾರಾಧನೆ, ಪ್ರಾಣ ಪ್ರತಿಷ್ಠಾಪನೆ, ನೇತ್ರೋನ್ಮೀಲನ, ಮಹಾಪೂರ್ಣಾಹುತಿ ನಡೆಯಲಿದೆ. ರಾತ್ರಿ ಧಾರ್ಮಿಕ ಸಭೆ ನಡೆಯಲಿದೆ. ಸಭೆಯ ಅಧ್ಯಕ್ಷತೆಯನ್ನು ಶಾಸಕ ಎಂ.ಟಿ.ಕೃಷ್ಣಪ್ಪ xyxy=(593,679,728,1016)
